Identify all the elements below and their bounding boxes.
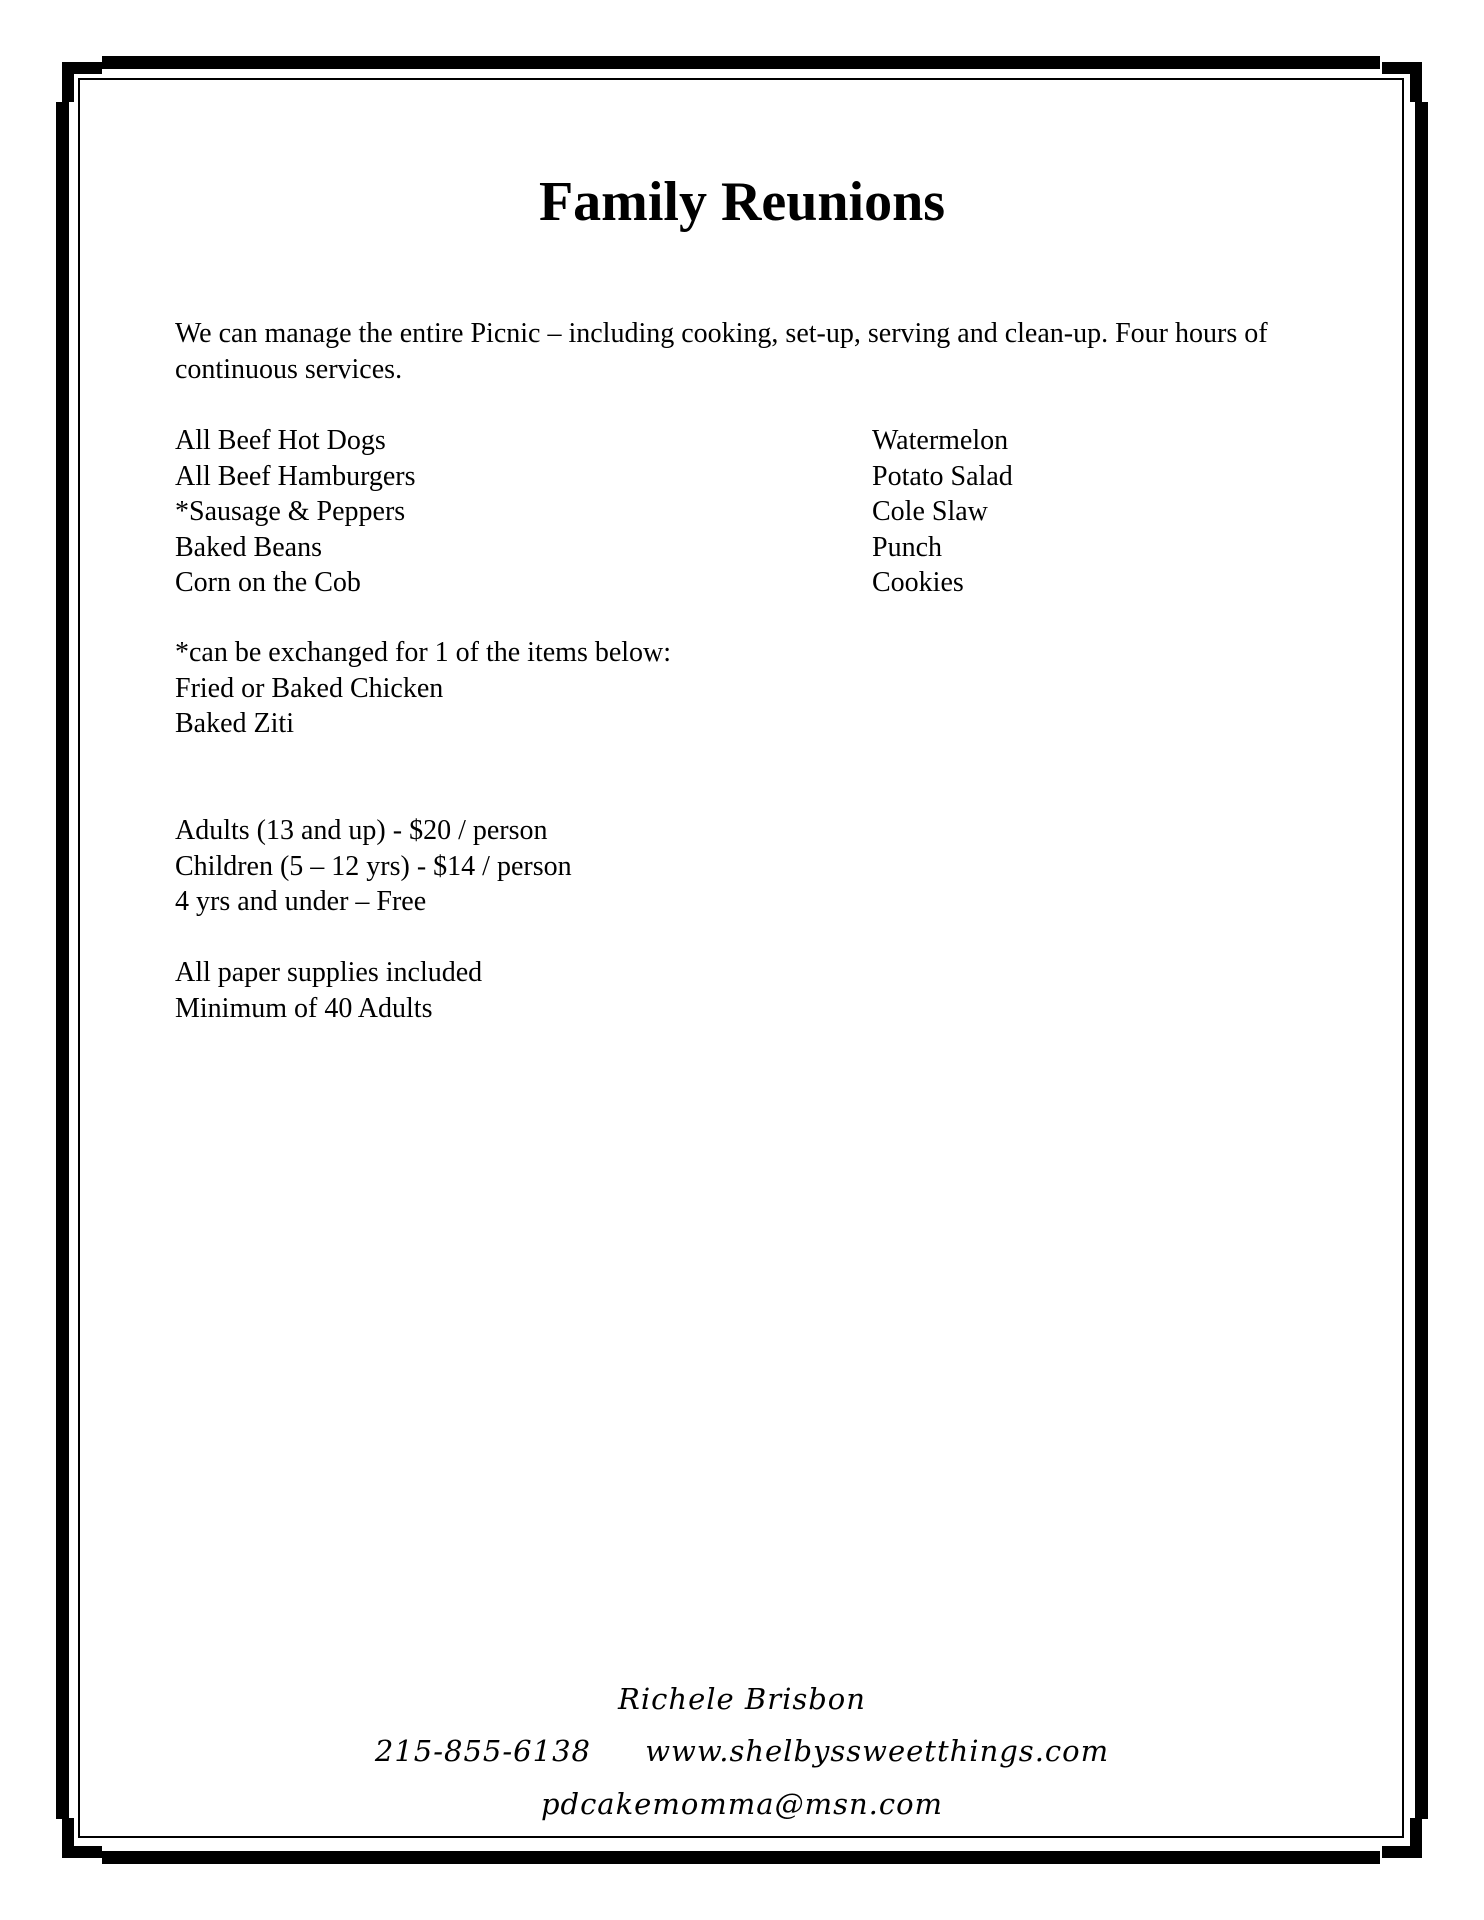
menu-item: All Beef Hot Dogs	[175, 425, 386, 456]
pricing-list	[175, 813, 572, 920]
menu-list-right	[872, 423, 1013, 601]
contact-phone: 215-855-6138	[374, 1734, 591, 1768]
exchange-options	[175, 635, 671, 742]
frame-top-bar	[102, 56, 1380, 69]
page-title: Family Reunions	[538, 171, 946, 233]
menu-list-left	[175, 423, 416, 601]
contact-website: www.shelbyssweetthings.com	[645, 1734, 1110, 1768]
exchange-item: Baked Ziti	[175, 708, 294, 739]
contact-phone-website	[0, 1734, 1484, 1768]
contact-email: pdcakemomma@msn.com	[540, 1787, 944, 1821]
frame-right-bar	[1415, 102, 1428, 1819]
exchange-item: Fried or Baked Chicken	[175, 672, 444, 704]
menu-item: Baked Beans	[175, 531, 322, 563]
frame-corner-line-top-right	[1394, 66, 1418, 90]
note-line: Minimum of 40 Adults	[175, 992, 433, 1024]
menu-item: Corn on the Cob	[175, 567, 361, 598]
menu-item: Potato Salad	[872, 460, 1013, 492]
frame-corner-line-bottom-left	[66, 1830, 90, 1854]
price-line: Adults (13 and up) - $20 / person	[175, 815, 548, 846]
frame-left-bar	[56, 102, 69, 1819]
price-line: 4 yrs and under – Free	[175, 886, 427, 917]
menu-item: *Sausage & Peppers	[175, 496, 406, 527]
price-line: Children (5 – 12 yrs) - $14 / person	[175, 850, 572, 882]
frame-corner-line-top-left	[66, 66, 90, 90]
exchange-note: *can be exchanged for 1 of the items below:	[175, 637, 672, 668]
note-line: All paper supplies included	[175, 957, 483, 988]
notes-list	[175, 955, 482, 1026]
frame-corner-line-bottom-right	[1394, 1830, 1418, 1854]
menu-item: All Beef Hamburgers	[175, 460, 416, 492]
menu-item: Cole Slaw	[872, 496, 988, 527]
menu-item: Cookies	[872, 567, 964, 598]
contact-name: Richele Brisbon	[618, 1682, 866, 1716]
menu-item: Punch	[872, 531, 942, 563]
frame-bottom-bar	[102, 1851, 1380, 1864]
menu-item: Watermelon	[872, 425, 1009, 456]
intro-paragraph: We can manage the entire Picnic – including cooking, set-up, serving and clean-up. Four hours of continuous services.	[175, 318, 1268, 385]
